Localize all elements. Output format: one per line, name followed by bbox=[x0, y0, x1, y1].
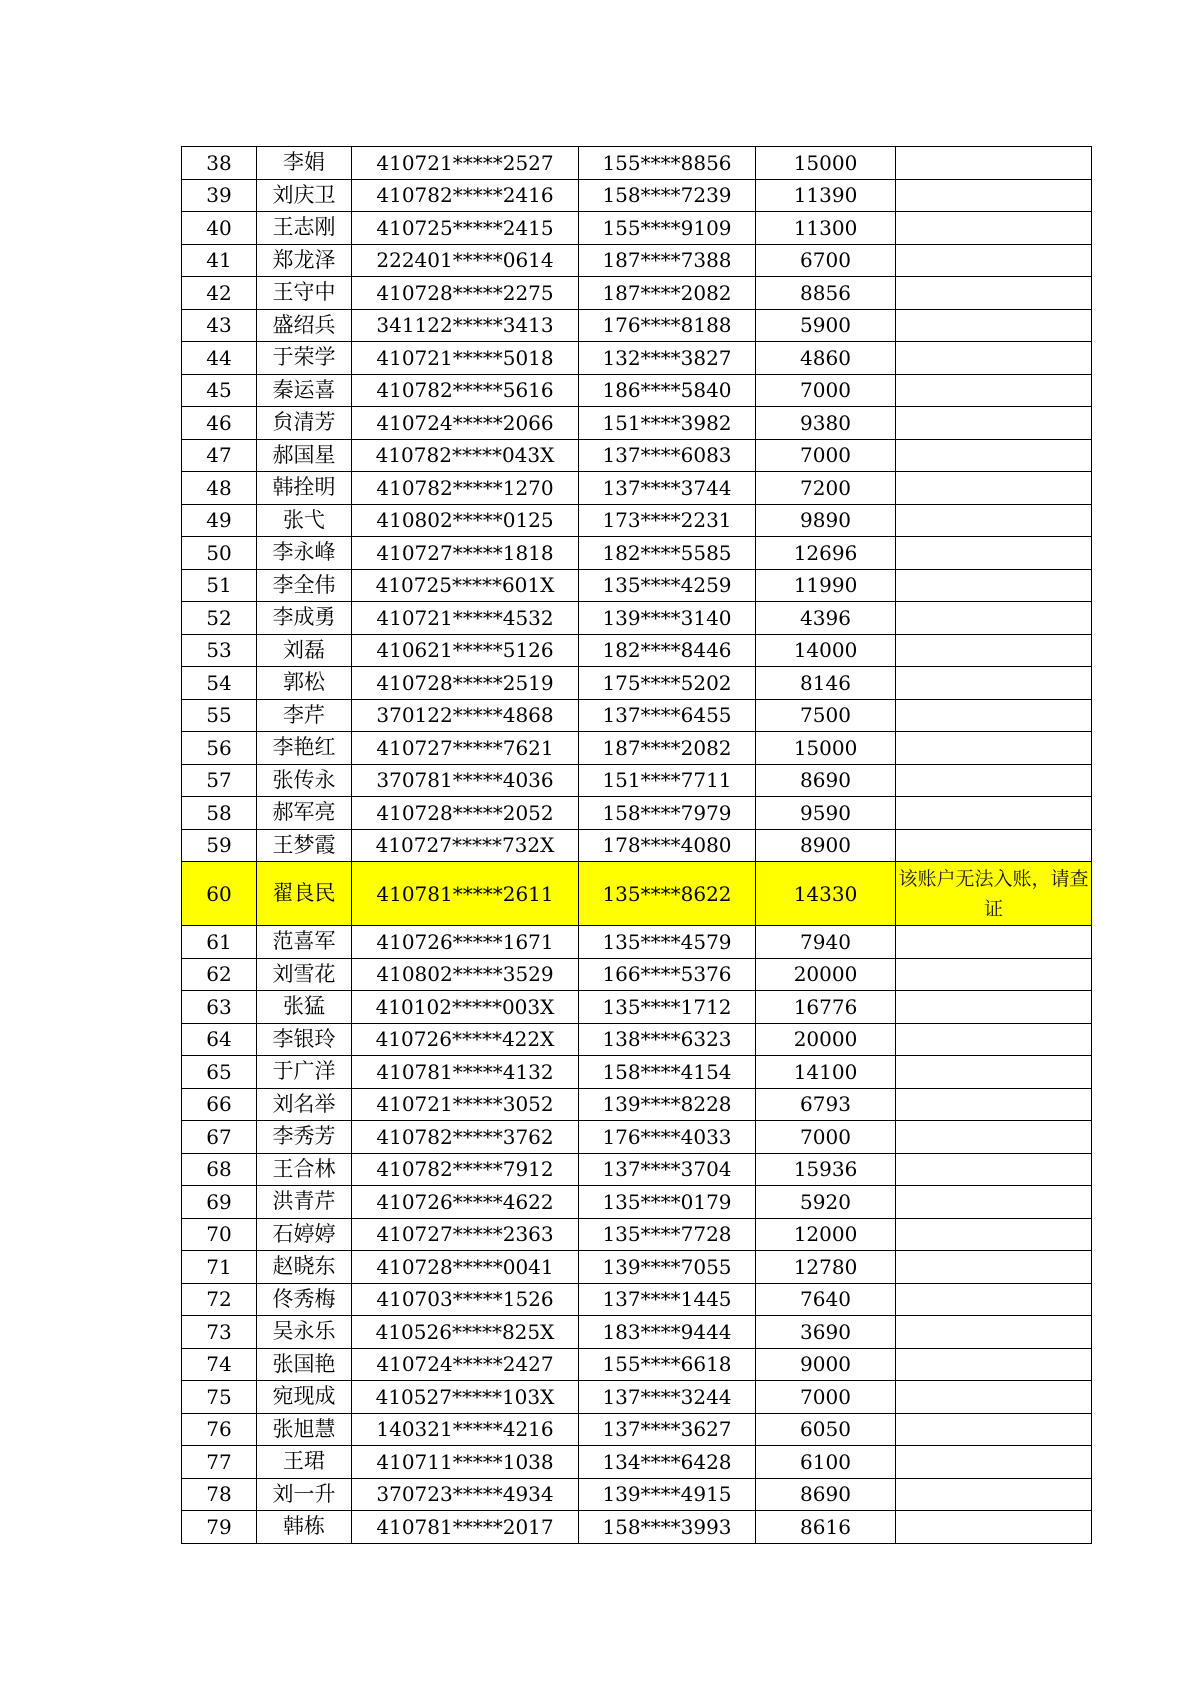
phone-cell: 182****8446 bbox=[579, 634, 756, 667]
table-row bbox=[182, 991, 1092, 1024]
id-number-cell: 410721*****3052 bbox=[352, 1088, 579, 1121]
name-cell: 郝军亮 bbox=[257, 797, 352, 830]
phone-cell: 178****4080 bbox=[579, 829, 756, 862]
table-row bbox=[182, 1478, 1092, 1511]
row-number: 49 bbox=[182, 504, 257, 537]
table-row bbox=[182, 926, 1092, 959]
amount-cell: 9590 bbox=[756, 797, 896, 830]
id-number-cell: 410703*****1526 bbox=[352, 1283, 579, 1316]
note-cell bbox=[896, 212, 1092, 245]
table-row bbox=[182, 407, 1092, 440]
row-number: 43 bbox=[182, 309, 257, 342]
table-row bbox=[182, 1153, 1092, 1186]
name-cell: 王守中 bbox=[257, 277, 352, 310]
table-row bbox=[182, 602, 1092, 635]
note-cell bbox=[896, 829, 1092, 862]
row-number: 59 bbox=[182, 829, 257, 862]
name-cell: 王珺 bbox=[257, 1446, 352, 1479]
row-number: 64 bbox=[182, 1023, 257, 1056]
note-cell bbox=[896, 602, 1092, 635]
id-number-cell: 410782*****3762 bbox=[352, 1121, 579, 1154]
phone-cell: 187****2082 bbox=[579, 732, 756, 765]
id-number-cell: 410621*****5126 bbox=[352, 634, 579, 667]
note-cell bbox=[896, 147, 1092, 180]
name-cell: 张猛 bbox=[257, 991, 352, 1024]
amount-cell: 7000 bbox=[756, 1121, 896, 1154]
amount-cell: 6700 bbox=[756, 244, 896, 277]
row-number: 44 bbox=[182, 342, 257, 375]
note-cell bbox=[896, 634, 1092, 667]
row-number: 63 bbox=[182, 991, 257, 1024]
note-cell bbox=[896, 439, 1092, 472]
table-row bbox=[182, 1316, 1092, 1349]
id-number-cell: 410725*****601X bbox=[352, 569, 579, 602]
phone-cell: 166****5376 bbox=[579, 958, 756, 991]
row-number: 57 bbox=[182, 764, 257, 797]
row-number: 76 bbox=[182, 1413, 257, 1446]
name-cell: 张国艳 bbox=[257, 1348, 352, 1381]
name-cell: 佟秀梅 bbox=[257, 1283, 352, 1316]
amount-cell: 7000 bbox=[756, 1381, 896, 1414]
name-cell: 张传永 bbox=[257, 764, 352, 797]
id-number-cell: 410782*****043X bbox=[352, 439, 579, 472]
name-cell: 李娟 bbox=[257, 147, 352, 180]
amount-cell: 12696 bbox=[756, 537, 896, 570]
id-number-cell: 410726*****422X bbox=[352, 1023, 579, 1056]
amount-cell: 8690 bbox=[756, 1478, 896, 1511]
amount-cell: 15000 bbox=[756, 147, 896, 180]
table-row bbox=[182, 1283, 1092, 1316]
name-cell: 翟良民 bbox=[257, 862, 352, 926]
phone-cell: 135****4579 bbox=[579, 926, 756, 959]
phone-cell: 137****3704 bbox=[579, 1153, 756, 1186]
row-number: 47 bbox=[182, 439, 257, 472]
name-cell: 刘名举 bbox=[257, 1088, 352, 1121]
name-cell: 李永峰 bbox=[257, 537, 352, 570]
phone-cell: 135****8622 bbox=[579, 862, 756, 926]
note-cell bbox=[896, 1023, 1092, 1056]
table-row bbox=[182, 1348, 1092, 1381]
note-cell bbox=[896, 1511, 1092, 1544]
phone-cell: 187****7388 bbox=[579, 244, 756, 277]
table-row bbox=[182, 1251, 1092, 1284]
amount-cell: 8146 bbox=[756, 667, 896, 700]
amount-cell: 9890 bbox=[756, 504, 896, 537]
table-row bbox=[182, 309, 1092, 342]
name-cell: 张旭慧 bbox=[257, 1413, 352, 1446]
phone-cell: 135****0179 bbox=[579, 1186, 756, 1219]
note-cell bbox=[896, 1478, 1092, 1511]
table-row bbox=[182, 764, 1092, 797]
name-cell: 王志刚 bbox=[257, 212, 352, 245]
note-cell bbox=[896, 309, 1092, 342]
name-cell: 李成勇 bbox=[257, 602, 352, 635]
id-number-cell: 410725*****2415 bbox=[352, 212, 579, 245]
row-number: 56 bbox=[182, 732, 257, 765]
phone-cell: 137****3627 bbox=[579, 1413, 756, 1446]
note-cell bbox=[896, 926, 1092, 959]
row-number: 77 bbox=[182, 1446, 257, 1479]
table-body bbox=[182, 147, 1092, 1544]
amount-cell: 12780 bbox=[756, 1251, 896, 1284]
table-row bbox=[182, 537, 1092, 570]
name-cell: 王梦霞 bbox=[257, 829, 352, 862]
id-number-cell: 410527*****103X bbox=[352, 1381, 579, 1414]
row-number: 50 bbox=[182, 537, 257, 570]
amount-cell: 14330 bbox=[756, 862, 896, 926]
amount-cell: 20000 bbox=[756, 1023, 896, 1056]
row-number: 62 bbox=[182, 958, 257, 991]
name-cell: 宛现成 bbox=[257, 1381, 352, 1414]
note-cell bbox=[896, 537, 1092, 570]
phone-cell: 137****3244 bbox=[579, 1381, 756, 1414]
amount-cell: 4860 bbox=[756, 342, 896, 375]
row-number: 71 bbox=[182, 1251, 257, 1284]
id-number-cell: 410721*****5018 bbox=[352, 342, 579, 375]
id-number-cell: 410781*****2017 bbox=[352, 1511, 579, 1544]
note-cell bbox=[896, 407, 1092, 440]
name-cell: 范喜军 bbox=[257, 926, 352, 959]
row-number: 42 bbox=[182, 277, 257, 310]
id-number-cell: 410781*****2611 bbox=[352, 862, 579, 926]
table-row bbox=[182, 1056, 1092, 1089]
phone-cell: 135****1712 bbox=[579, 991, 756, 1024]
row-number: 58 bbox=[182, 797, 257, 830]
amount-cell: 7000 bbox=[756, 374, 896, 407]
phone-cell: 137****6083 bbox=[579, 439, 756, 472]
phone-cell: 155****8856 bbox=[579, 147, 756, 180]
table-row bbox=[182, 1446, 1092, 1479]
id-number-cell: 410724*****2066 bbox=[352, 407, 579, 440]
table-row bbox=[182, 732, 1092, 765]
name-cell: 郭松 bbox=[257, 667, 352, 700]
note-cell bbox=[896, 244, 1092, 277]
phone-cell: 173****2231 bbox=[579, 504, 756, 537]
row-number: 68 bbox=[182, 1153, 257, 1186]
row-number: 48 bbox=[182, 472, 257, 505]
amount-cell: 16776 bbox=[756, 991, 896, 1024]
note-cell bbox=[896, 504, 1092, 537]
note-cell bbox=[896, 764, 1092, 797]
amount-cell: 6100 bbox=[756, 1446, 896, 1479]
phone-cell: 175****5202 bbox=[579, 667, 756, 700]
name-cell: 秦运喜 bbox=[257, 374, 352, 407]
phone-cell: 151****3982 bbox=[579, 407, 756, 440]
row-number: 61 bbox=[182, 926, 257, 959]
table-row bbox=[182, 147, 1092, 180]
row-number: 45 bbox=[182, 374, 257, 407]
table-row bbox=[182, 569, 1092, 602]
name-cell: 贠清芳 bbox=[257, 407, 352, 440]
id-number-cell: 410726*****1671 bbox=[352, 926, 579, 959]
id-number-cell: 410782*****7912 bbox=[352, 1153, 579, 1186]
id-number-cell: 410728*****2275 bbox=[352, 277, 579, 310]
id-number-cell: 410802*****3529 bbox=[352, 958, 579, 991]
name-cell: 李全伟 bbox=[257, 569, 352, 602]
table-row bbox=[182, 1218, 1092, 1251]
id-number-cell: 410721*****4532 bbox=[352, 602, 579, 635]
phone-cell: 187****2082 bbox=[579, 277, 756, 310]
table-row bbox=[182, 958, 1092, 991]
amount-cell: 14000 bbox=[756, 634, 896, 667]
id-number-cell: 410781*****4132 bbox=[352, 1056, 579, 1089]
note-cell bbox=[896, 569, 1092, 602]
amount-cell: 7940 bbox=[756, 926, 896, 959]
id-number-cell: 410102*****003X bbox=[352, 991, 579, 1024]
table-row bbox=[182, 504, 1092, 537]
phone-cell: 139****3140 bbox=[579, 602, 756, 635]
name-cell: 王合林 bbox=[257, 1153, 352, 1186]
amount-cell: 7200 bbox=[756, 472, 896, 505]
table-row bbox=[182, 699, 1092, 732]
table-row bbox=[182, 342, 1092, 375]
phone-cell: 137****6455 bbox=[579, 699, 756, 732]
id-number-cell: 410727*****1818 bbox=[352, 537, 579, 570]
row-number: 39 bbox=[182, 179, 257, 212]
row-number: 54 bbox=[182, 667, 257, 700]
row-number: 41 bbox=[182, 244, 257, 277]
amount-cell: 7000 bbox=[756, 439, 896, 472]
name-cell: 于广洋 bbox=[257, 1056, 352, 1089]
id-number-cell: 410724*****2427 bbox=[352, 1348, 579, 1381]
amount-cell: 12000 bbox=[756, 1218, 896, 1251]
amount-cell: 3690 bbox=[756, 1316, 896, 1349]
amount-cell: 5900 bbox=[756, 309, 896, 342]
note-cell bbox=[896, 1283, 1092, 1316]
note-cell bbox=[896, 1316, 1092, 1349]
id-number-cell: 410727*****2363 bbox=[352, 1218, 579, 1251]
note-cell bbox=[896, 342, 1092, 375]
table-row bbox=[182, 179, 1092, 212]
row-number: 53 bbox=[182, 634, 257, 667]
name-cell: 刘磊 bbox=[257, 634, 352, 667]
amount-cell: 20000 bbox=[756, 958, 896, 991]
amount-cell: 11390 bbox=[756, 179, 896, 212]
amount-cell: 8900 bbox=[756, 829, 896, 862]
id-number-cell: 410727*****7621 bbox=[352, 732, 579, 765]
phone-cell: 155****9109 bbox=[579, 212, 756, 245]
amount-cell: 14100 bbox=[756, 1056, 896, 1089]
note-cell bbox=[896, 1056, 1092, 1089]
id-number-cell: 410728*****2052 bbox=[352, 797, 579, 830]
id-number-cell: 341122*****3413 bbox=[352, 309, 579, 342]
name-cell: 刘一升 bbox=[257, 1478, 352, 1511]
phone-cell: 158****7239 bbox=[579, 179, 756, 212]
amount-cell: 11990 bbox=[756, 569, 896, 602]
row-number: 52 bbox=[182, 602, 257, 635]
note-cell bbox=[896, 1121, 1092, 1154]
name-cell: 刘雪花 bbox=[257, 958, 352, 991]
table-row bbox=[182, 1023, 1092, 1056]
name-cell: 李艳红 bbox=[257, 732, 352, 765]
amount-cell: 9380 bbox=[756, 407, 896, 440]
id-number-cell: 410726*****4622 bbox=[352, 1186, 579, 1219]
row-number: 72 bbox=[182, 1283, 257, 1316]
id-number-cell: 410782*****1270 bbox=[352, 472, 579, 505]
table-row bbox=[182, 797, 1092, 830]
amount-cell: 6050 bbox=[756, 1413, 896, 1446]
note-cell bbox=[896, 277, 1092, 310]
note-cell bbox=[896, 1186, 1092, 1219]
payment-table bbox=[181, 146, 1092, 1544]
row-number: 79 bbox=[182, 1511, 257, 1544]
phone-cell: 158****4154 bbox=[579, 1056, 756, 1089]
amount-cell: 7640 bbox=[756, 1283, 896, 1316]
row-number: 38 bbox=[182, 147, 257, 180]
table-row bbox=[182, 374, 1092, 407]
name-cell: 李芹 bbox=[257, 699, 352, 732]
table-row bbox=[182, 277, 1092, 310]
phone-cell: 139****7055 bbox=[579, 1251, 756, 1284]
phone-cell: 176****4033 bbox=[579, 1121, 756, 1154]
name-cell: 盛绍兵 bbox=[257, 309, 352, 342]
row-number: 69 bbox=[182, 1186, 257, 1219]
amount-cell: 4396 bbox=[756, 602, 896, 635]
amount-cell: 15000 bbox=[756, 732, 896, 765]
name-cell: 刘庆卫 bbox=[257, 179, 352, 212]
note-cell bbox=[896, 1088, 1092, 1121]
id-number-cell: 410526*****825X bbox=[352, 1316, 579, 1349]
amount-cell: 8616 bbox=[756, 1511, 896, 1544]
row-number: 66 bbox=[182, 1088, 257, 1121]
row-number: 40 bbox=[182, 212, 257, 245]
amount-cell: 11300 bbox=[756, 212, 896, 245]
table-row bbox=[182, 667, 1092, 700]
phone-cell: 138****6323 bbox=[579, 1023, 756, 1056]
phone-cell: 151****7711 bbox=[579, 764, 756, 797]
amount-cell: 8690 bbox=[756, 764, 896, 797]
note-cell bbox=[896, 1251, 1092, 1284]
table-row bbox=[182, 829, 1092, 862]
row-number: 74 bbox=[182, 1348, 257, 1381]
row-number: 73 bbox=[182, 1316, 257, 1349]
id-number-cell: 410802*****0125 bbox=[352, 504, 579, 537]
name-cell: 李银玲 bbox=[257, 1023, 352, 1056]
id-number-cell: 410721*****2527 bbox=[352, 147, 579, 180]
name-cell: 吴永乐 bbox=[257, 1316, 352, 1349]
note-cell: 该账户无法入账，请查证 bbox=[896, 862, 1092, 926]
row-number: 65 bbox=[182, 1056, 257, 1089]
note-cell bbox=[896, 374, 1092, 407]
phone-cell: 155****6618 bbox=[579, 1348, 756, 1381]
id-number-cell: 410728*****0041 bbox=[352, 1251, 579, 1284]
row-number: 78 bbox=[182, 1478, 257, 1511]
name-cell: 洪青芹 bbox=[257, 1186, 352, 1219]
id-number-cell: 222401*****0614 bbox=[352, 244, 579, 277]
name-cell: 李秀芳 bbox=[257, 1121, 352, 1154]
amount-cell: 6793 bbox=[756, 1088, 896, 1121]
phone-cell: 137****1445 bbox=[579, 1283, 756, 1316]
amount-cell: 9000 bbox=[756, 1348, 896, 1381]
id-number-cell: 410782*****2416 bbox=[352, 179, 579, 212]
name-cell: 郑龙泽 bbox=[257, 244, 352, 277]
note-cell bbox=[896, 179, 1092, 212]
phone-cell: 139****8228 bbox=[579, 1088, 756, 1121]
table-row bbox=[182, 634, 1092, 667]
id-number-cell: 370122*****4868 bbox=[352, 699, 579, 732]
note-cell bbox=[896, 699, 1092, 732]
name-cell: 石婷婷 bbox=[257, 1218, 352, 1251]
note-cell bbox=[896, 1153, 1092, 1186]
note-cell bbox=[896, 472, 1092, 505]
note-cell bbox=[896, 958, 1092, 991]
amount-cell: 15936 bbox=[756, 1153, 896, 1186]
table-row bbox=[182, 862, 1092, 926]
phone-cell: 186****5840 bbox=[579, 374, 756, 407]
name-cell: 赵晓东 bbox=[257, 1251, 352, 1284]
row-number: 46 bbox=[182, 407, 257, 440]
note-cell bbox=[896, 991, 1092, 1024]
table-row bbox=[182, 1121, 1092, 1154]
id-number-cell: 140321*****4216 bbox=[352, 1413, 579, 1446]
id-number-cell: 410782*****5616 bbox=[352, 374, 579, 407]
phone-cell: 158****3993 bbox=[579, 1511, 756, 1544]
phone-cell: 135****7728 bbox=[579, 1218, 756, 1251]
phone-cell: 134****6428 bbox=[579, 1446, 756, 1479]
amount-cell: 7500 bbox=[756, 699, 896, 732]
row-number: 51 bbox=[182, 569, 257, 602]
name-cell: 郝国星 bbox=[257, 439, 352, 472]
note-cell bbox=[896, 667, 1092, 700]
table-row bbox=[182, 212, 1092, 245]
note-cell bbox=[896, 1446, 1092, 1479]
row-number: 70 bbox=[182, 1218, 257, 1251]
phone-cell: 135****4259 bbox=[579, 569, 756, 602]
phone-cell: 139****4915 bbox=[579, 1478, 756, 1511]
table-row bbox=[182, 1413, 1092, 1446]
table-row bbox=[182, 472, 1092, 505]
phone-cell: 137****3744 bbox=[579, 472, 756, 505]
row-number: 55 bbox=[182, 699, 257, 732]
name-cell: 韩拴明 bbox=[257, 472, 352, 505]
phone-cell: 158****7979 bbox=[579, 797, 756, 830]
table-row bbox=[182, 1511, 1092, 1544]
phone-cell: 182****5585 bbox=[579, 537, 756, 570]
table-row bbox=[182, 1381, 1092, 1414]
phone-cell: 176****8188 bbox=[579, 309, 756, 342]
phone-cell: 132****3827 bbox=[579, 342, 756, 375]
id-number-cell: 370781*****4036 bbox=[352, 764, 579, 797]
table-row bbox=[182, 439, 1092, 472]
name-cell: 于荣学 bbox=[257, 342, 352, 375]
note-cell bbox=[896, 797, 1092, 830]
table-row bbox=[182, 244, 1092, 277]
id-number-cell: 410711*****1038 bbox=[352, 1446, 579, 1479]
row-number: 60 bbox=[182, 862, 257, 926]
id-number-cell: 410728*****2519 bbox=[352, 667, 579, 700]
note-cell bbox=[896, 732, 1092, 765]
id-number-cell: 370723*****4934 bbox=[352, 1478, 579, 1511]
table-row bbox=[182, 1088, 1092, 1121]
row-number: 67 bbox=[182, 1121, 257, 1154]
amount-cell: 5920 bbox=[756, 1186, 896, 1219]
name-cell: 韩栋 bbox=[257, 1511, 352, 1544]
row-number: 75 bbox=[182, 1381, 257, 1414]
table-row bbox=[182, 1186, 1092, 1219]
amount-cell: 8856 bbox=[756, 277, 896, 310]
note-cell bbox=[896, 1413, 1092, 1446]
phone-cell: 183****9444 bbox=[579, 1316, 756, 1349]
note-cell bbox=[896, 1348, 1092, 1381]
note-cell bbox=[896, 1218, 1092, 1251]
name-cell: 张弋 bbox=[257, 504, 352, 537]
id-number-cell: 410727*****732X bbox=[352, 829, 579, 862]
note-cell bbox=[896, 1381, 1092, 1414]
